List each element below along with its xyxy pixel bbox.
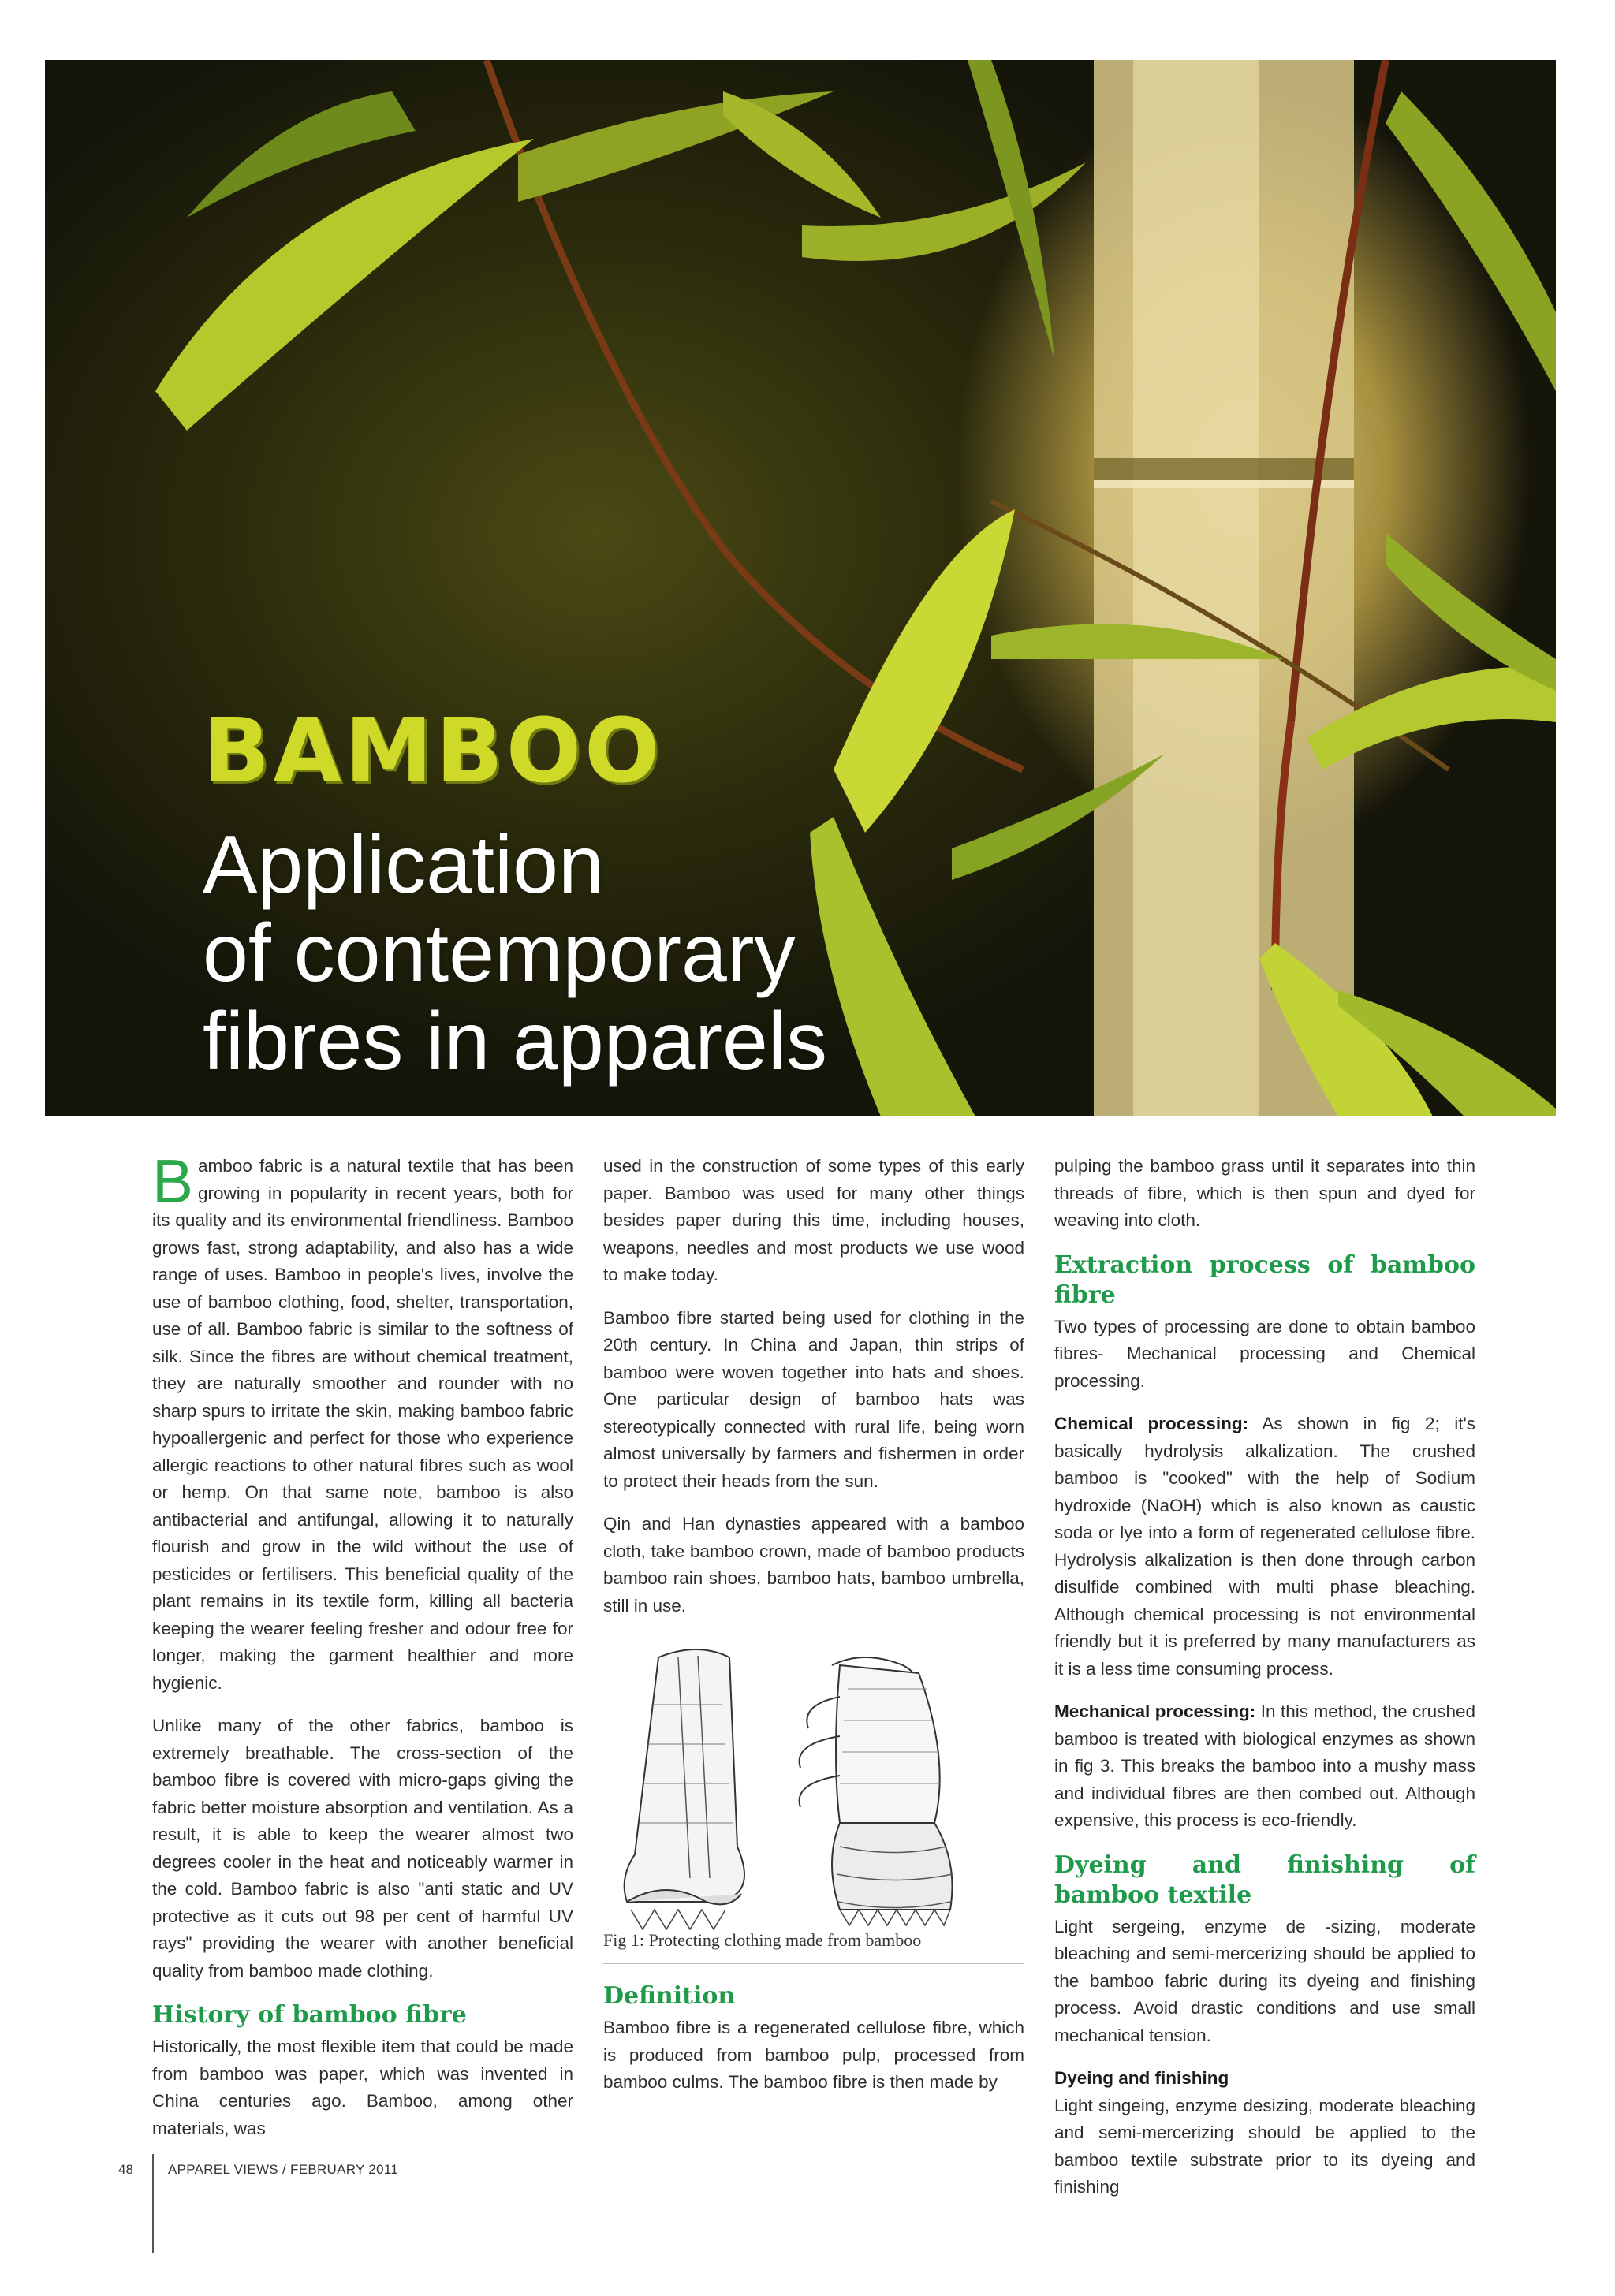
section-heading-dyeing: Dyeing and finishing of bamboo textile [1054,1851,1475,1909]
protective-clothing-illustration [603,1642,1024,1933]
kicker-bamboo: BAMBOO [203,700,663,803]
figure-caption: Fig 1: Protecting clothing made from bamboo [603,1929,922,1950]
page-title [203,821,1070,1086]
paragraph-mechanical [1054,1698,1475,1835]
paragraph: used in the construction of some types of this early paper. Bamboo was used for many other things besides paper during this time, including houses, weapons, needles and most products we use wood to make today. [603,1156,1024,1284]
paragraph: Qin and Han dynasties appeared with a bamboo cloth, take bamboo crown, made of bamboo products bamboo rain shoes, bamboo hats, bamboo umbrella, still in use. [603,1514,1024,1616]
chemical-text: As shown in fig 2; it's basically hydrolysis alkalization. The crushed bamboo is "cooked" with the help of Sodium hydroxide (NaOH) which is also known as caustic soda or lye into a form of regenerated cellulose fibre. Hydrolysis alkalization is then done through carbon disulfide combined with multi phase bleaching. Although chemical processing is not environmental friendly but it is preferred by many manufacturers as it is a less time consuming process. [1054,1414,1475,1679]
paragraph: pulping the bamboo grass until it separates into thin threads of fibre, which is then spun and dyed for weaving into cloth. [1054,1156,1475,1230]
intro-paragraph [152,1146,573,1697]
intro-text: amboo fabric is a natural textile that has been growing in popularity in recent years, both for its quality and its environmental friendliness. Bamboo grows fast, strong adaptability, and also has a wide range of uses. Bamboo in people's lives, involve the use of bamboo clothing, food, shelter, transportation, use of all. Bamboo fabric is similar to the softness of silk. Since the fibres are without chemical treatment, they are naturally smoother and rounder with no sharp spurs to irritate the skin, making bamboo fabric hypoallergenic and perfect for those who experience allergic reactions to other natural fibres such as wool or hemp. On that same note, bamboo is also antibacterial and antifungal, allowing it to naturally flourish and grow in the wild without the use of pesticides or fertilisers. This beneficial quality of the plant remains in its textile form, killing all bacteria keeping the wearer feeling fresher and odour free for longer, making the garment healthier and more hygienic. [152,1156,573,1693]
paragraph: Two types of processing are done to obtain bamboo fibres- Mechanical processing and Chemical processing. [1054,1316,1475,1391]
column-3 [1054,1153,1475,2217]
figure-1 [603,1642,1024,1964]
drop-cap: B [152,1146,194,1216]
label-mechanical: Mechanical processing: [1054,1702,1256,1721]
column-2 [603,1153,1024,2112]
publication-line: APPAREL VIEWS / FEBRUARY 2011 [168,2162,399,2177]
section-heading-definition: Definition [603,1982,736,2010]
paragraph: Bamboo fibre is a regenerated cellulose fibre, which is produced from bamboo pulp, processed from bamboo culms. The bamboo fibre is then made by [603,2018,1024,2092]
page-number: 48 [118,2162,133,2177]
label-chemical: Chemical processing: [1054,1414,1249,1433]
paragraph: Historically, the most flexible item that could be made from bamboo was paper, which was invented in China centuries ago. Bamboo, among other materials, was [152,2037,573,2138]
title-line-2: of contemporary [203,908,796,999]
paragraph: Unlike many of the other fabrics, bamboo is extremely breathable. The cross-section of the bamboo fibre is covered with micro-gaps giving the fabric better moisture absorption and ventilation. As a result, it is able to keep the wearer almost two degrees cooler in the heat and noticeably warmer in the cold. Bamboo fabric is also "anti static and UV protective as it cuts out 98 per cent of harmful UV rays" providing the wearer with another beneficial quality from bamboo made clothing. [152,1716,573,1981]
paragraph: Light singeing, enzyme desizing, moderate bleaching and semi-mercerizing should be applied to the bamboo textile substrate prior to its dyeing and finishing [1054,2095,1475,2197]
paragraph: Light sergeing, enzyme de -sizing, moderate bleaching and semi-mercerizing should be applied to the bamboo fabric during its dyeing and finishing process. Avoid drastic conditions and use small mechanical tension. [1054,1916,1475,2045]
hero-photo [45,60,1556,1116]
title-line-3: fibres in apparels [203,996,827,1087]
paragraph-chemical [1054,1411,1475,1683]
mechanical-text: In this method, the crushed bamboo is treated with biological enzymes as shown in fig 3. This breaks the bamboo into a mushy mass and individual fibres are then combed out. Although expensive, this process is eco-friendly. [1054,1702,1475,1830]
column-1 [152,1146,573,2158]
subheading-dyeing-finishing: Dyeing and finishing [1054,2068,1229,2088]
paragraph: Bamboo fibre started being used for clothing in the 20th century. In China and Japan, thin strips of bamboo were woven together into hats and shoes. One particular design of bamboo hats was stereotypically connected with rural life, being worn almost universally by farmers and fishermen in order to protect their heads from the sun. [603,1307,1024,1491]
footer-divider [152,2154,154,2253]
section-heading-history: History of bamboo fibre [152,2001,467,2029]
section-heading-extraction: Extraction process of bamboo fibre [1054,1250,1475,1309]
title-line-1: Application [203,819,604,911]
